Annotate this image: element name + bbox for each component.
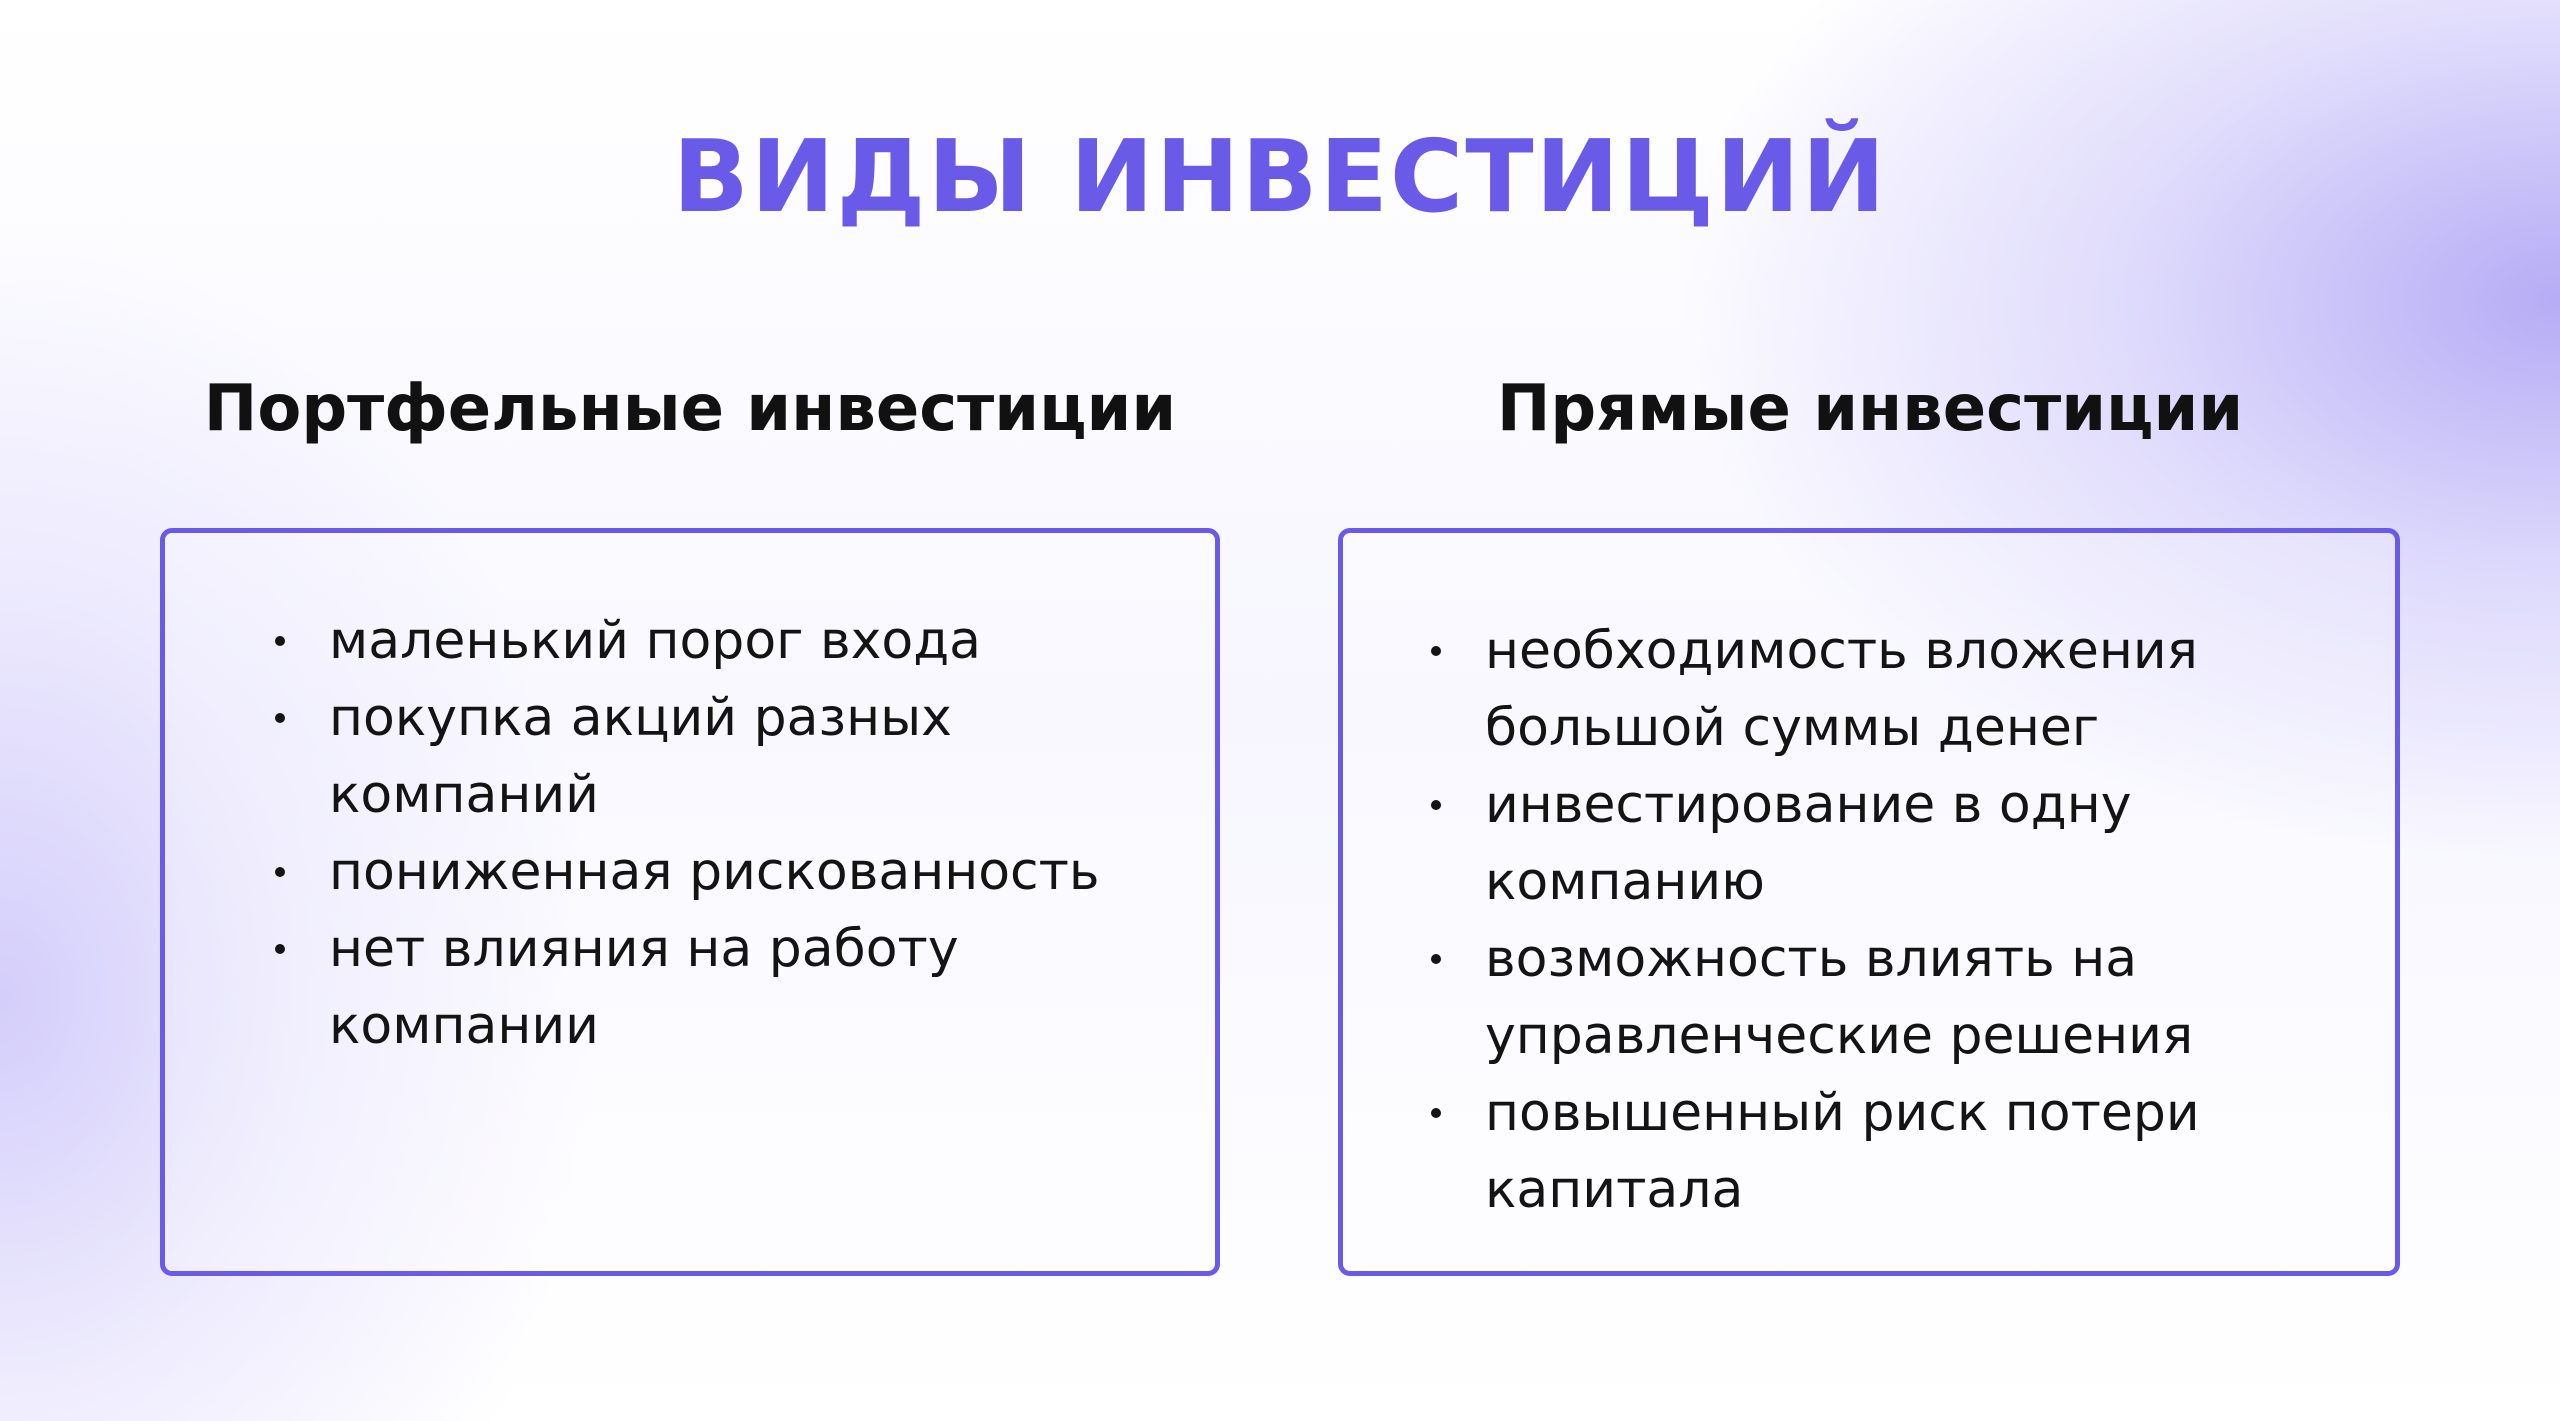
bullet-icon [1431,646,1441,656]
bullet-icon [275,713,285,723]
bullet-icon [275,867,285,877]
direct-card [1338,528,2400,1276]
slide-title: ВИДЫ ИНВЕСТИЦИЙ [672,118,1888,235]
bullet-icon [1431,954,1441,964]
portfolio-heading: Портфельные инвестиции [203,372,1177,446]
list-item [275,680,1195,834]
direct-list [1431,613,2371,1229]
list-item [275,911,1195,1065]
list-item [1431,613,2371,767]
list-item [275,834,1195,911]
direct-heading: Прямые инвестиции [1496,372,2244,446]
list-item-text: нет влияния на работу компании [329,919,959,1056]
bullet-icon [275,944,285,954]
portfolio-card [160,528,1220,1276]
list-item-text: покупка акций разных компаний [329,688,952,825]
list-item-text: необходимость вложения большой суммы денег [1485,621,2198,758]
list-item-text: инвестирование в одну компанию [1485,775,2132,912]
list-item [1431,921,2371,1075]
list-item [1431,767,2371,921]
list-item-text: возможность влиять на управленческие решения [1485,929,2194,1066]
list-item-text: маленький порог входа [329,611,982,671]
list-item [275,603,1195,680]
list-item [1431,1075,2371,1229]
bullet-icon [1431,800,1441,810]
bullet-icon [275,636,285,646]
portfolio-list [275,603,1195,1065]
list-item-text: пониженная рискованность [329,842,1100,902]
bullet-icon [1431,1108,1441,1118]
list-item-text: повышенный риск потери капитала [1485,1083,2200,1220]
